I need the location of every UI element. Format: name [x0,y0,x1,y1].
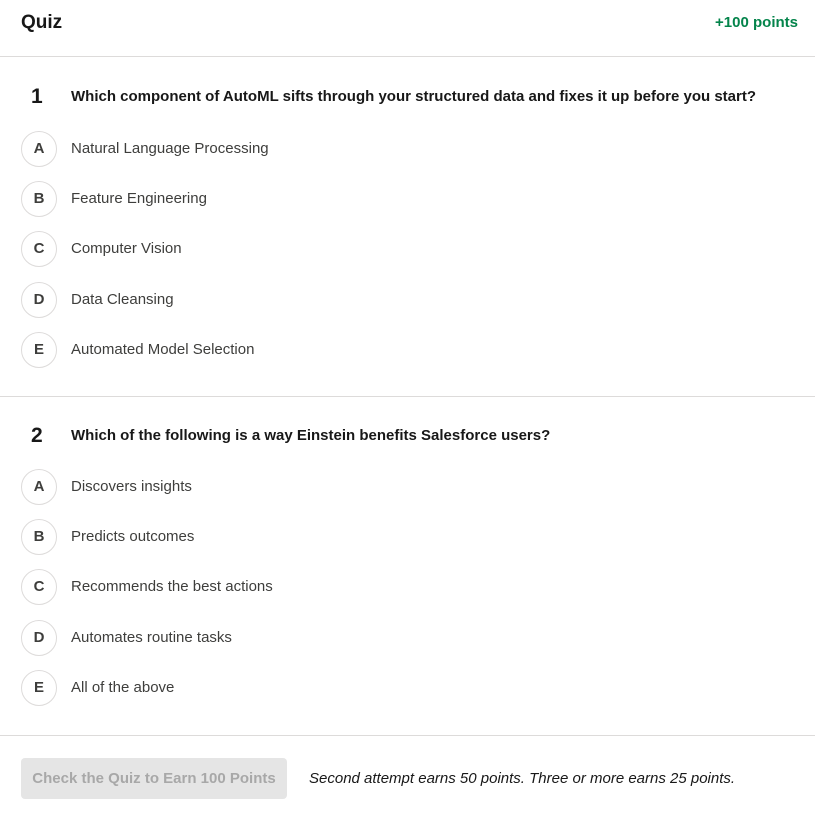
option-label[interactable]: Recommends the best actions [71,578,273,595]
points-badge: +100 points [715,14,798,31]
answer-option-1d[interactable] [21,282,721,318]
attempt-points-note: Second attempt earns 50 points. Three or more earns 25 points. [309,770,736,787]
option-letter-badge[interactable]: A [21,131,57,167]
answer-option-2d[interactable] [21,620,721,656]
check-quiz-button[interactable]: Check the Quiz to Earn 100 Points [21,758,287,799]
option-letter-badge[interactable]: B [21,519,57,555]
option-letter-badge[interactable]: D [21,620,57,656]
option-label[interactable]: Automates routine tasks [71,629,232,646]
option-letter-badge[interactable]: A [21,469,57,505]
answer-option-1c[interactable] [21,231,721,267]
question-number: 1 [31,85,43,108]
option-label[interactable]: Data Cleansing [71,291,174,308]
option-label[interactable]: Automated Model Selection [71,341,255,358]
answer-option-2a[interactable] [21,469,721,505]
option-letter-badge[interactable]: E [21,332,57,368]
option-letter-badge[interactable]: D [21,282,57,318]
option-label[interactable]: Natural Language Processing [71,140,269,157]
question-number: 2 [31,424,43,447]
question-2 [0,397,815,736]
answer-option-1e[interactable] [21,332,721,368]
answer-option-1b[interactable] [21,181,721,217]
question-text: Which of the following is a way Einstein benefits Salesforce users? [71,427,551,444]
question-text: Which component of AutoML sifts through your structured data and fixes it up before you start? [71,88,757,105]
quiz-footer [0,737,815,815]
option-letter-badge[interactable]: C [21,231,57,267]
question-1 [0,58,815,397]
quiz-title: Quiz [21,12,63,33]
answer-option-2c[interactable] [21,569,721,605]
option-label[interactable]: All of the above [71,679,175,696]
answer-option-2e[interactable] [21,670,721,706]
option-label[interactable]: Predicts outcomes [71,528,195,545]
option-letter-badge[interactable]: C [21,569,57,605]
option-letter-badge[interactable]: E [21,670,57,706]
option-label[interactable]: Discovers insights [71,478,192,495]
quiz-header [0,0,815,57]
answer-option-1a[interactable] [21,131,721,167]
option-letter-badge[interactable]: B [21,181,57,217]
option-label[interactable]: Feature Engineering [71,190,207,207]
answer-option-2b[interactable] [21,519,721,555]
option-label[interactable]: Computer Vision [71,240,182,257]
